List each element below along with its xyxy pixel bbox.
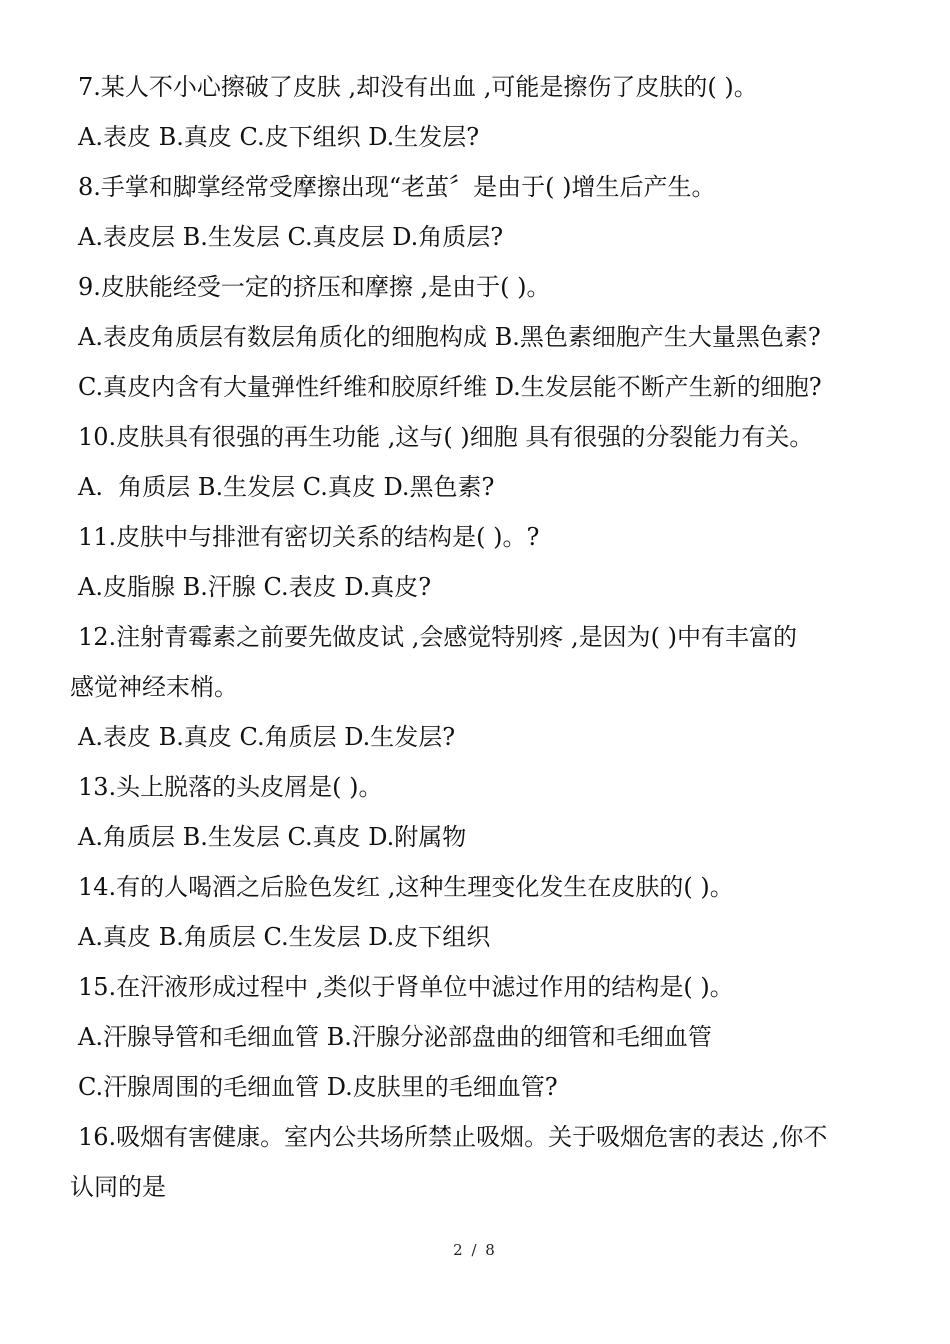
question-12-stem: 12.注射青霉素之前要先做皮试 ,会感觉特别疼 ,是因为( )中有丰富的	[78, 623, 798, 651]
question-10-stem: 10.皮肤具有很强的再生功能 ,这与( )细胞 具有很强的分裂能力有关。	[78, 423, 814, 451]
question-12-options: A.表皮 B.真皮 C.角质层 D.生发层?	[78, 723, 456, 751]
question-9-options-cd: C.真皮内含有大量弹性纤维和胶原纤维 D.生发层能不断产生新的细胞?	[78, 373, 822, 401]
question-8-stem: 8.手掌和脚掌经常受摩擦出现“老茧〞是由于( )增生后产生。	[78, 173, 716, 201]
question-11-stem: 11.皮肤中与排泄有密切关系的结构是( )。?	[78, 523, 540, 551]
question-7-stem: 7.某人不小心擦破了皮肤 ,却没有出血 ,可能是擦伤了皮肤的( )。	[78, 73, 758, 101]
question-15-options-ab: A.汗腺导管和毛细血管 B.汗腺分泌部盘曲的细管和毛细血管	[78, 1023, 712, 1051]
question-8-options: A.表皮层 B.生发层 C.真皮层 D.角质层?	[78, 223, 504, 251]
question-13-options: A.角质层 B.生发层 C.真皮 D.附属物	[78, 823, 467, 851]
question-12-stem-continued: 感觉神经末梢。	[70, 673, 238, 701]
question-9-options-ab: A.表皮角质层有数层角质化的细胞构成 B.黑色素细胞产生大量黑色素?	[78, 323, 821, 351]
question-10-options: A. 角质层 B.生发层 C.真皮 D.黑色素?	[78, 473, 495, 501]
page-number: 2 / 8	[453, 1241, 497, 1259]
question-13-stem: 13.头上脱落的头皮屑是( )。	[78, 773, 383, 801]
question-9-stem: 9.皮肤能经受一定的挤压和摩擦 ,是由于( )。	[78, 273, 551, 301]
question-16-stem: 16.吸烟有害健康。室内公共场所禁止吸烟。关于吸烟危害的表达 ,你不	[78, 1123, 828, 1151]
question-7-options: A.表皮 B.真皮 C.皮下组织 D.生发层?	[78, 123, 480, 151]
question-14-options: A.真皮 B.角质层 C.生发层 D.皮下组织	[78, 923, 491, 951]
question-text-block	[70, 62, 890, 1212]
question-15-stem: 15.在汗液形成过程中 ,类似于肾单位中滤过作用的结构是( )。	[78, 973, 734, 1001]
question-14-stem: 14.有的人喝酒之后脸色发红 ,这种生理变化发生在皮肤的( )。	[78, 873, 734, 901]
question-16-stem-continued: 认同的是	[70, 1173, 166, 1201]
question-11-options: A.皮脂腺 B.汗腺 C.表皮 D.真皮?	[78, 573, 432, 601]
question-15-options-cd: C.汗腺周围的毛细血管 D.皮肤里的毛细血管?	[78, 1073, 558, 1101]
